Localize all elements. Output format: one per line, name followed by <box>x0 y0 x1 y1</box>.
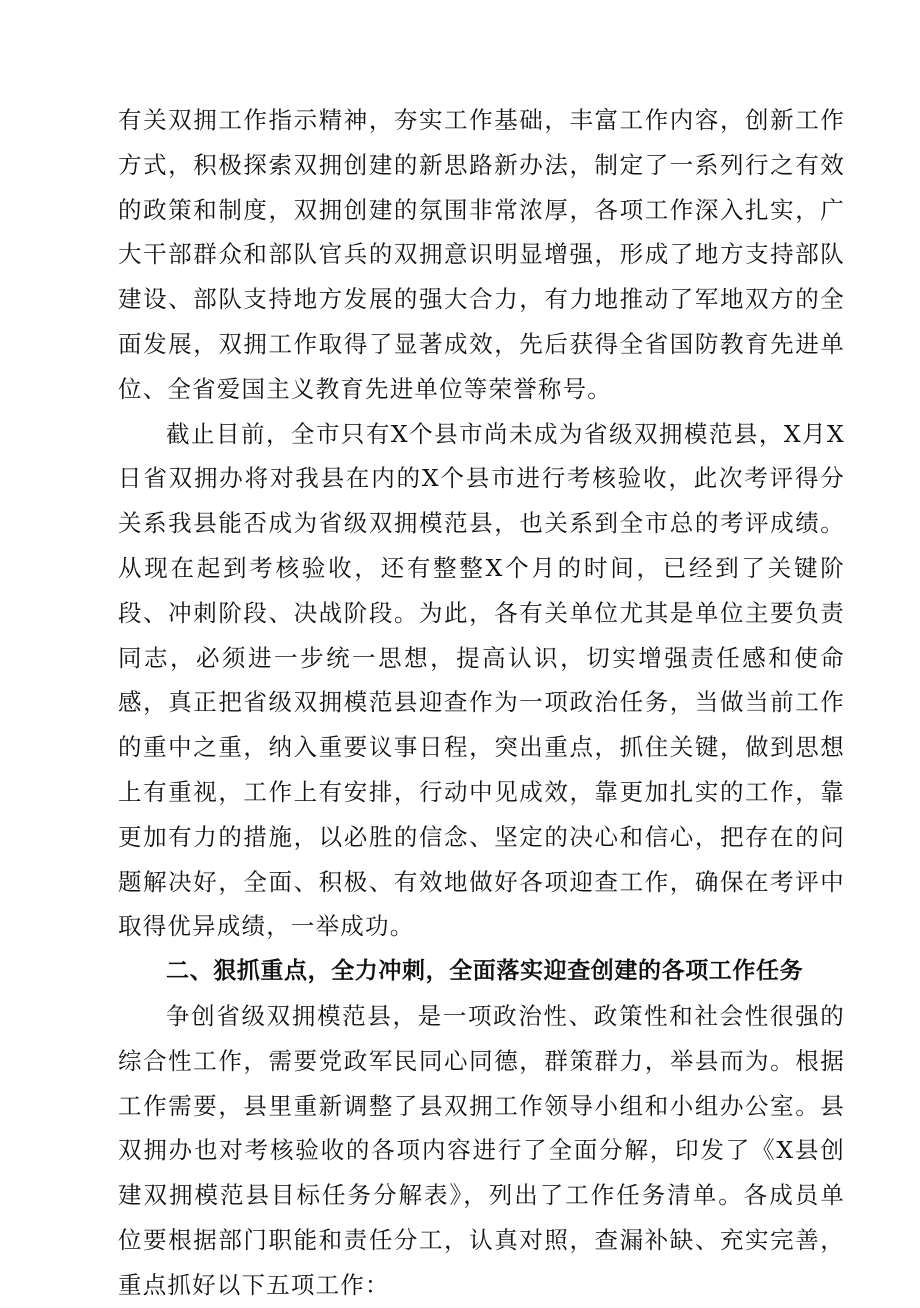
section-heading: 二、狠抓重点，全力冲刺，全面落实迎查创建的各项工作任务 <box>166 958 804 985</box>
paragraph-continuation: 有关双拥工作指示精神，夯实工作基础，丰富工作内容，创新工作方式，积极探索双拥创建的新思路新办法，制定了一系列行之有效的政策和制度，双拥创建的氛围非常浓厚，各项工作深入扎实，广大干部群众和部队官兵的双拥意识明显增强，形成了地方支持部队建设、部队支持地方发展的强大合力，有力地推动了军地双方的全面发展，双拥工作取得了显著成效，先后获得全省国防教育先进单位、全省爱国主义教育先进单位等荣誉称号。 <box>118 106 845 403</box>
document-page <box>118 98 845 1308</box>
paragraph-tasks: 争创省级双拥模范县，是一项政治性、政策性和社会性很强的综合性工作，需要党政军民同心同德，群策群力，举县而为。根据工作需要，县里重新调整了县双拥工作领导小组和小组办公室。县双拥办也对考核验收的各项内容进行了全面分解，印发了《X县创建双拥模范县目标任务分解表》，列出了工作任务清单。各成员单位要根据部门职能和责任分工，认真对照，查漏补缺、充实完善，重点抓好以下五项工作： <box>118 1001 845 1299</box>
paragraph-deadline: 截止目前，全市只有X个县市尚未成为省级双拥模范县，X月X日省双拥办将对我县在内的X个县市进行考核验收，此次考评得分关系我县能否成为省级双拥模范县，也关系到全市总的考评成绩。从现在起到考核验收，还有整整X个月的时间，已经到了关键阶段、冲刺阶段、决战阶段。为此，各有关单位尤其是单位主要负责同志，必须进一步统一思想，提高认识，切实增强责任感和使命感，真正把省级双拥模范县迎查作为一项政治任务，当做当前工作的重中之重，纳入重要议事日程，突出重点，抓住关键，做到思想上有重视，工作上有安排，行动中见成效，靠更加扎实的工作，靠更加有力的措施，以必胜的信念、坚定的决心和信心，把存在的问题解决好，全面、积极、有效地做好各项迎查工作，确保在考评中取得优异成绩，一举成功。 <box>118 419 845 941</box>
